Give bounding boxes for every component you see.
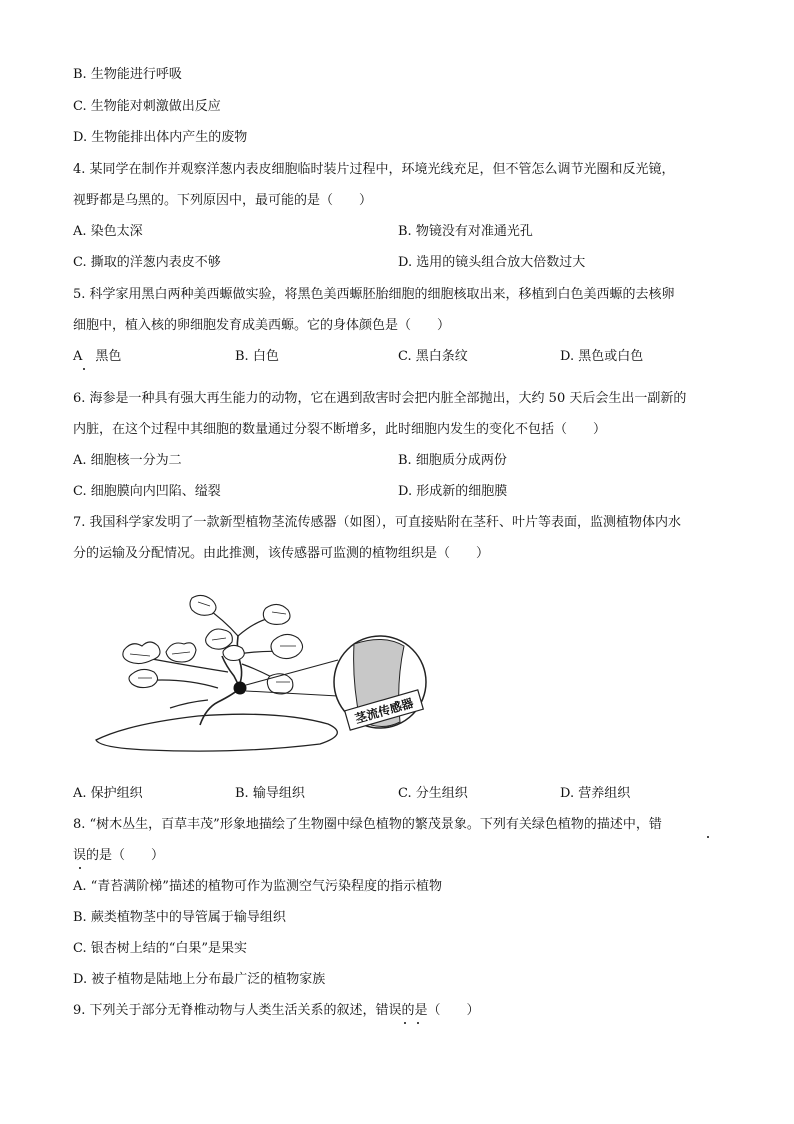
sensor-attachment-point — [234, 682, 247, 695]
question-6-options-row1 — [73, 452, 733, 470]
question-7-stem-cont: 分的运输及分配情况。由此推测，该传感器可监测的植物组织是（ ） — [73, 546, 490, 561]
q8-option-b: B. 蕨类植物茎中的导管属于输导组织 — [73, 910, 286, 925]
question-4-options-row2 — [73, 254, 733, 272]
q7-option-b: B. 输导组织 — [235, 786, 305, 801]
question-6-stem: 6. 海参是一种具有强大再生能力的动物，它在遇到敌害时会把内脏全部抛出，大约 50 天后会生出一副新的 — [73, 391, 687, 406]
q6-option-a: A. 细胞核一分为二 — [73, 453, 182, 468]
q5-option-a: A 黑色 — [73, 349, 122, 364]
emphasis-dot — [79, 867, 81, 869]
q7-option-c: C. 分生组织 — [398, 786, 468, 801]
q5-option-d: D. 黑色或白色 — [560, 349, 644, 364]
question-4-options-row1 — [73, 223, 733, 241]
option-c-prev: C. 生物能对刺激做出反应 — [73, 99, 221, 114]
emphasis-dot — [417, 1022, 419, 1024]
q8-option-c: C. 银杏树上结的“白果”是果实 — [73, 941, 248, 956]
q8-option-a: A. “青苔满阶梯”描述的植物可作为监测空气污染程度的指示植物 — [73, 879, 442, 894]
question-4-stem: 4. 某同学在制作并观察洋葱内表皮细胞临时装片过程中，环境光线充足，但不管怎么调节光圈和反光镜， — [73, 162, 675, 177]
question-8-stem-cont: 误的是（ ） — [73, 848, 165, 863]
q8-option-d: D. 被子植物是陆地上分布最广泛的植物家族 — [73, 972, 326, 987]
question-5-options — [73, 348, 733, 366]
stray-dot-mark — [83, 368, 85, 370]
question-9-stem: 9. 下列关于部分无脊椎动物与人类生活关系的叙述，错误的是（ ） — [73, 1003, 480, 1018]
q4-option-b: B. 物镜没有对准通光孔 — [398, 224, 533, 239]
option-b-prev: B. 生物能进行呼吸 — [73, 67, 182, 82]
q5-option-c: C. 黑白条纹 — [398, 349, 468, 364]
option-d-prev: D. 生物能排出体内产生的废物 — [73, 130, 248, 145]
q6-option-b: B. 细胞质分成两份 — [398, 453, 507, 468]
emphasis-dot — [707, 836, 709, 838]
q4-option-d: D. 选用的镜头组合放大倍数过大 — [398, 255, 586, 270]
question-8-stem: 8. “树木丛生，百草丰茂”形象地描绘了生物圈中绿色植物的繁茂景象。下列有关绿色植物的描述中，错 — [73, 817, 662, 832]
q7-option-d: D. 营养组织 — [560, 786, 631, 801]
emphasis-dot — [404, 1022, 406, 1024]
q5-option-b: B. 白色 — [235, 349, 279, 364]
magnifier-connector-lines — [246, 660, 338, 696]
question-5-stem-cont: 细胞中，植入核的卵细胞发育成美西螈。它的身体颜色是（ ） — [73, 318, 451, 333]
q6-option-d: D. 形成新的细胞膜 — [398, 484, 508, 499]
question-6-stem-cont: 内脏，在这个过程中其细胞的数量通过分裂不断增多，此时细胞内发生的变化不包括（ ） — [73, 422, 607, 437]
question-5-stem: 5. 科学家用黑白两种美西螈做实验，将黑色美西螈胚胎细胞的细胞核取出来，移植到白色美西螈的去核卵 — [73, 287, 675, 302]
plant-leaves — [123, 595, 303, 694]
q6-option-c: C. 细胞膜向内凹陷、缢裂 — [73, 484, 221, 499]
sensor-label-text: 茎流传感器 — [353, 695, 416, 726]
q4-option-c: C. 撕取的洋葱内表皮不够 — [73, 255, 221, 270]
question-4-stem-cont: 视野都是乌黑的。下列原因中，最可能的是（ ） — [73, 193, 373, 208]
q4-option-a: A. 染色太深 — [73, 224, 143, 239]
question-7-stem: 7. 我国科学家发明了一款新型植物茎流传感器（如图），可直接贴附在茎秆、叶片等表面，监测植物体内水 — [73, 515, 682, 530]
ground-shadow — [96, 714, 337, 751]
plant-sensor-figure — [88, 592, 448, 762]
question-6-options-row2 — [73, 483, 733, 501]
question-7-options — [73, 785, 733, 803]
q7-option-a: A. 保护组织 — [73, 786, 143, 801]
